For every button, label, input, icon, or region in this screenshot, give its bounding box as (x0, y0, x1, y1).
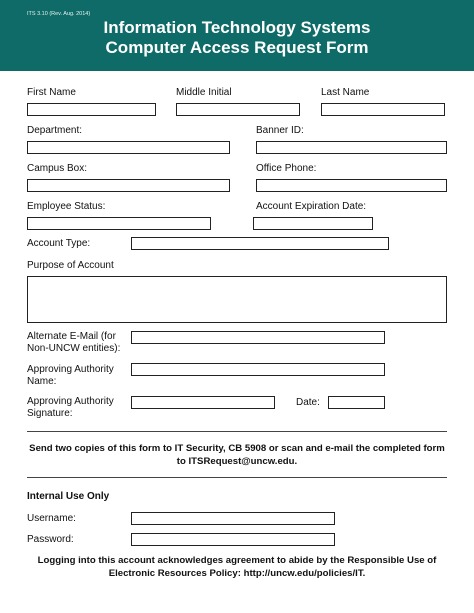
approving-name-label-line1: Approving Authority (27, 364, 114, 375)
account-type-label: Account Type: (27, 238, 91, 249)
employee-status-field[interactable] (27, 217, 211, 230)
account-expiration-field[interactable] (253, 217, 373, 230)
approving-name-field[interactable] (131, 363, 385, 376)
date-label: Date: (296, 397, 320, 408)
submission-notice-line1: Send two copies of this form to IT Security, CB 5908 or scan and e-mail the completed form (29, 443, 445, 454)
last-name-field[interactable] (321, 103, 445, 116)
first-name-field[interactable] (27, 103, 156, 116)
purpose-field[interactable] (27, 276, 447, 323)
policy-notice-line1: Logging into this account acknowledges agreement to abide by the Responsible Use of (37, 555, 437, 566)
approving-name-label-line2: Name: (27, 376, 57, 387)
password-field[interactable] (131, 533, 335, 546)
username-field[interactable] (131, 512, 335, 525)
middle-initial-field[interactable] (176, 103, 300, 116)
date-field[interactable] (328, 396, 385, 409)
approving-signature-label-line2: Signature: (27, 408, 73, 419)
approving-signature-field[interactable] (131, 396, 275, 409)
purpose-label: Purpose of Account (27, 260, 114, 271)
alt-email-label-line1: Alternate E-Mail (for (27, 331, 116, 342)
banner-id-field[interactable] (256, 141, 447, 154)
form-title-line1: Information Technology Systems (103, 18, 371, 37)
campus-box-label: Campus Box: (27, 163, 88, 174)
divider-top (27, 431, 447, 432)
banner-id-label: Banner ID: (256, 125, 304, 136)
alt-email-field[interactable] (131, 331, 385, 344)
account-type-field[interactable] (131, 237, 389, 250)
username-label: Username: (27, 513, 76, 524)
alt-email-label-line2: Non-UNCW entities): (27, 343, 121, 354)
office-phone-label: Office Phone: (256, 163, 317, 174)
policy-notice-line2: Electronic Resources Policy: http://uncw.edu/policies/IT. (108, 567, 366, 579)
internal-use-heading: Internal Use Only (27, 491, 110, 502)
account-expiration-label: Account Expiration Date: (256, 201, 367, 212)
form-number: ITS 3.10 (Rev. Aug. 2014) (27, 11, 91, 17)
department-field[interactable] (27, 141, 230, 154)
middle-initial-label: Middle Initial (176, 87, 232, 98)
campus-box-field[interactable] (27, 179, 230, 192)
last-name-label: Last Name (321, 87, 370, 98)
approving-signature-label-line1: Approving Authority (27, 396, 114, 407)
submission-notice-line2: to ITSRequest@uncw.edu. (176, 455, 298, 467)
password-label: Password: (27, 534, 74, 545)
divider-bottom (27, 477, 447, 478)
department-label: Department: (27, 125, 83, 136)
employee-status-label: Employee Status: (27, 201, 106, 212)
form-title-line2: Computer Access Request Form (105, 38, 369, 57)
office-phone-field[interactable] (256, 179, 447, 192)
first-name-label: First Name (27, 87, 76, 98)
